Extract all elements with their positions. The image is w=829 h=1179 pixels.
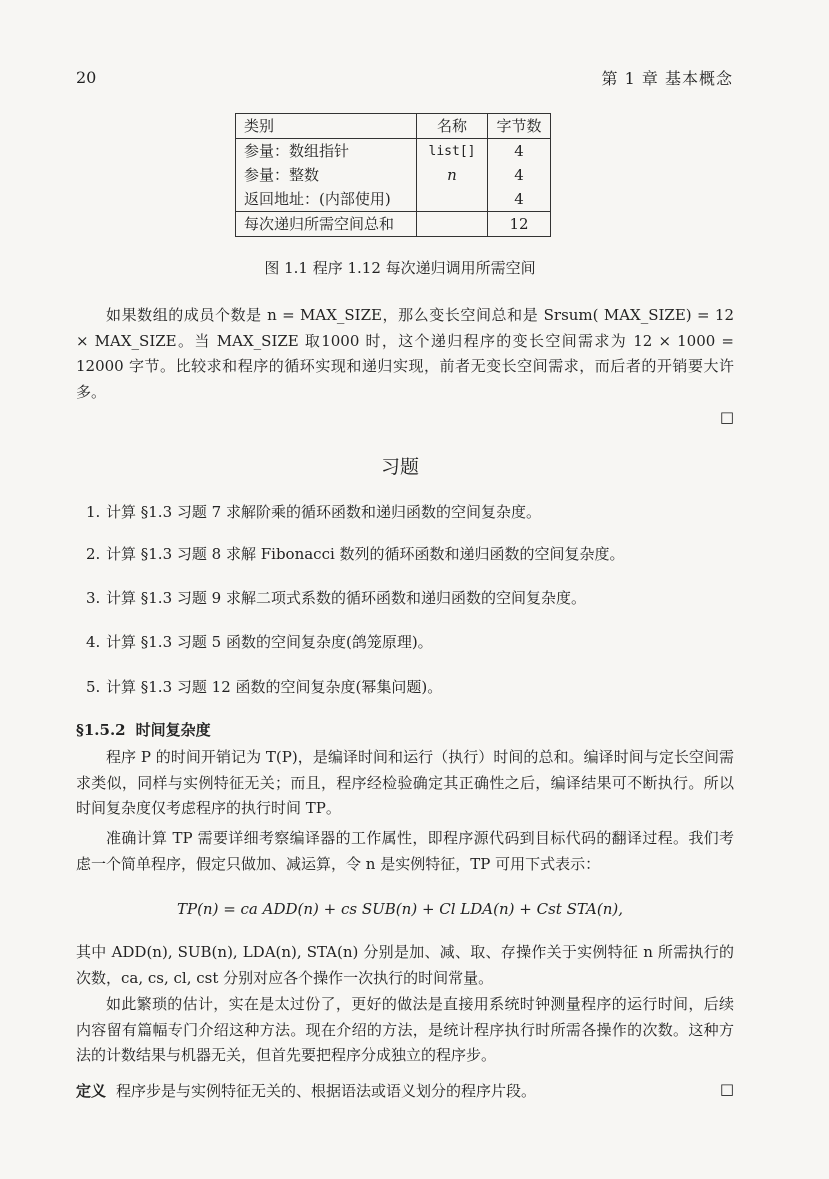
section-number: §1.5.2 bbox=[76, 721, 126, 739]
qed-mark: □ bbox=[719, 408, 734, 426]
formula: TP(n) = ca ADD(n) + cs SUB(n) + Cl LDA(n) + Cst STA(n), bbox=[176, 900, 624, 918]
table-cell: 参量：整数 bbox=[236, 163, 417, 187]
exercise-item bbox=[86, 631, 433, 652]
table-cell: 返回地址：(内部使用) bbox=[236, 187, 417, 212]
table-cell: 4 bbox=[488, 163, 551, 187]
table-cell: 12 bbox=[488, 212, 551, 237]
table-cell: 参量：数组指针 bbox=[236, 139, 417, 164]
paragraph: 如果数组的成员个数是 n = MAX_SIZE，那么变长空间总和是 Srsum( MAX_SIZE) = 12 × MAX_SIZE。当 MAX_SIZE 取1000 时，这个递归程序的变长空间需求为 12 × 1000 = 12000 字节。比较求和程序的循环实现和递归实现，前者无变长空间需求，而后者的开销要大许多。 bbox=[76, 306, 734, 401]
paragraph: 其中 ADD(n), SUB(n), LDA(n), STA(n) 分别是加、减、取、存操作关于实例特征 n 所需执行的次数，ca, cs, cl, cst 分别对应各个操作一次执行的时间常量。 bbox=[76, 943, 734, 987]
table-cell: 4 bbox=[488, 187, 551, 212]
exercise-text: 计算 §1.3 习题 7 求解阶乘的循环函数和递归函数的空间复杂度。 bbox=[106, 503, 541, 521]
table-row bbox=[236, 187, 551, 212]
table-header-cell: 类别 bbox=[236, 114, 417, 139]
table-cell: 4 bbox=[488, 139, 551, 164]
paragraph: 准确计算 TP 需要详细考察编译器的工作属性，即程序源代码到目标代码的翻译过程。我们考虑一个简单程序，假定只做加、减运算，令 n 是实例特征，TP 可用下式表示： bbox=[76, 829, 734, 873]
exercise-item bbox=[86, 543, 625, 564]
exercise-item bbox=[86, 587, 586, 608]
exercise-text: 计算 §1.3 习题 12 函数的空间复杂度(幂集问题)。 bbox=[106, 678, 443, 696]
table-header-row bbox=[236, 114, 551, 139]
exercise-item bbox=[86, 501, 541, 522]
exercise-number: 1. bbox=[86, 503, 101, 521]
definition-text: 程序步是与实例特征无关的、根据语法或语义划分的程序片段。 bbox=[116, 1082, 537, 1100]
table-cell: 每次递归所需空间总和 bbox=[236, 212, 417, 237]
table-total-row bbox=[236, 212, 551, 237]
exercise-item bbox=[86, 676, 442, 697]
exercise-number: 5. bbox=[86, 678, 101, 696]
table-cell: n bbox=[417, 163, 488, 187]
exercise-number: 2. bbox=[86, 545, 101, 563]
definition bbox=[76, 1080, 536, 1101]
figure-caption: 图 1.1 程序 1.12 每次递归调用所需空间 bbox=[264, 259, 536, 277]
definition-label: 定义 bbox=[76, 1082, 107, 1100]
qed-mark: □ bbox=[719, 1080, 734, 1098]
paragraph: 程序 P 的时间开销记为 T(P)，是编译时间和运行（执行）时间的总和。编译时间与定长空间需求类似，同样与实例特征无关；而且，程序经检验确定其正确性之后，编译结果可不断执行。所以时间复杂度仅考虑程序的执行时间 TP。 bbox=[76, 748, 734, 817]
table-header-cell: 字节数 bbox=[488, 114, 551, 139]
table-header-cell: 名称 bbox=[417, 114, 488, 139]
space-table bbox=[235, 113, 551, 237]
exercise-text: 计算 §1.3 习题 8 求解 Fibonacci 数列的循环函数和递归函数的空间复杂度。 bbox=[106, 545, 625, 563]
page-number: 20 bbox=[76, 68, 97, 87]
table-cell bbox=[417, 212, 488, 237]
exercise-number: 4. bbox=[86, 633, 101, 651]
table-row bbox=[236, 163, 551, 187]
exercises-heading: 习题 bbox=[380, 456, 419, 478]
exercise-text: 计算 §1.3 习题 5 函数的空间复杂度(鸽笼原理)。 bbox=[106, 633, 433, 651]
exercise-number: 3. bbox=[86, 589, 101, 607]
table-cell bbox=[417, 187, 488, 212]
table-cell: list[] bbox=[417, 139, 488, 164]
chapter-heading: 第 1 章 基本概念 bbox=[601, 69, 733, 88]
paragraph: 如此繁琐的估计，实在是太过份了，更好的做法是直接用系统时钟测量程序的运行时间，后续内容留有篇幅专门介绍这种方法。现在介绍的方法，是统计程序执行时所需各操作的次数。这种方法的计数结果与机器无关，但首先要把程序分成独立的程序步。 bbox=[76, 995, 734, 1064]
section-heading bbox=[76, 719, 211, 740]
table-row bbox=[236, 139, 551, 164]
section-title: 时间复杂度 bbox=[135, 721, 211, 739]
exercise-text: 计算 §1.3 习题 9 求解二项式系数的循环函数和递归函数的空间复杂度。 bbox=[106, 589, 586, 607]
